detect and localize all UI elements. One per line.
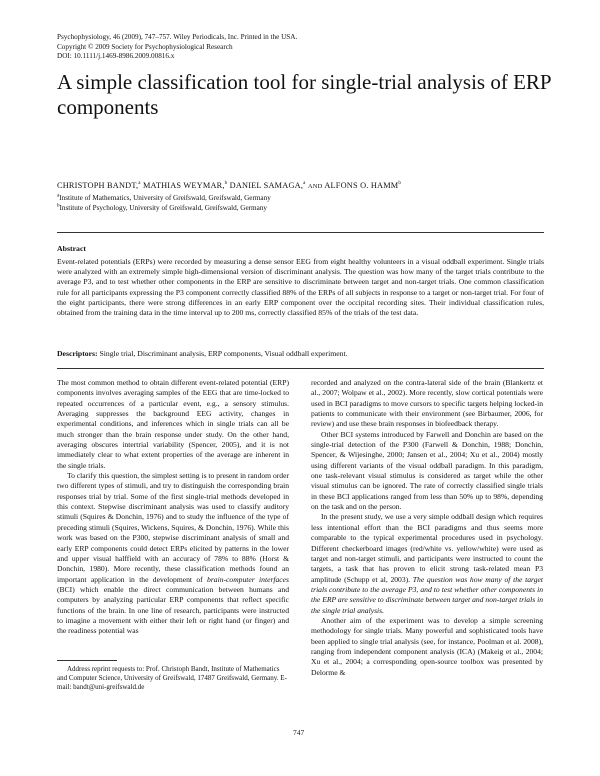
- body-column-right: [311, 378, 543, 678]
- body-column-left: [57, 378, 289, 637]
- journal-header: [57, 33, 477, 62]
- author-name: CHRISTOPH BANDT,: [57, 181, 139, 190]
- paragraph: [311, 512, 543, 615]
- author-list: [57, 180, 577, 192]
- divider-bottom: [57, 368, 544, 369]
- copyright-line: Copyright © 2009 Society for Psychophysiological Research: [57, 42, 233, 51]
- affiliation-marker: b: [398, 181, 402, 187]
- doi-line: DOI: 10.1111/j.1469-8986.2009.00816.x: [57, 52, 175, 60]
- affiliation-text: Institute of Psychology, University of Greifswald, Greifswald, Germany: [59, 203, 268, 212]
- abstract-text: Event-related potentials (ERPs) were recorded by measuring a dense sensor EEG from eight healthy volunteers in a visual oddball experiment. Single trials were analyzed with an extremely simple high-dimensional version of discriminant analysis. The question was how many of the target trials contribute to the average P3, and to test whether other components in the ERP are sensitive to discriminate between target and non-target trials. One common classification rule for all participants expressing the P3 component correctly classified 88% of the ERPs of all subjects in response to a target or non-target trial. For four of the eight participants, there were strong differences in an early ERP component over the occipital recording sites. Their individual classification rules, obtained from the training data in the time interval up to 200 ms, correctly classified 85% of the trials of the test data.: [57, 257, 544, 318]
- keywords-text: Single trial, Discriminant analysis, ERP components, Visual oddball experiment.: [99, 349, 348, 358]
- keywords-label: Descriptors:: [57, 349, 98, 358]
- footnote-divider: [57, 660, 117, 661]
- paragraph-text: In the present study, we use a very simple oddball design which requires less intentional effort than the BCI paradigms and thus seems more comparable to the typical experimental procedures used in psychology. Different checkerboard images (red/white vs. yellow/white) were used as target and non-target stimuli, and participants were instructed to count the targets, a task that has proven to elicit strong task-related mean P3 amplitude (Schupp et al, 2003).: [311, 512, 543, 584]
- affiliation-a: [57, 194, 557, 204]
- divider-top: [57, 232, 544, 233]
- paragraph: Other BCI systems introduced by Farwell and Donchin are based on the single-trial detection of the P300 (Farwell & Donchin, 1988; Donchin, Spencer, & Wijesinghe, 2000; Jansen et al., 2004; Xu et al., 2004) mostly using different variants of the visual oddball paradigm. In this paradigm, one task-relevant visual stimulus is considered as target while the other visual stimulus can be ignored. The rate of correctly classified single trials in these BCI applications ranged from less than 50% up to 98%, depending on the task and on the person.: [311, 429, 543, 512]
- paragraph: The most common method to obtain different event-related potential (ERP) components involves averaging samples of the EEG that are time-locked to repeated occurrences of a particular event, e.g., a sensory stimulus. Averaging suppresses the background EEG activity, changes in experimental conditions, and inferences which in single trials can all be much stronger than the brain response under study. On the other hand, averaging obscures intertrial variability (Spencer, 2005), and it is not immediately clear to what extent properties of the average are inherent in the single trials.: [57, 378, 289, 470]
- paragraph: Another aim of the experiment was to develop a simple screening methodology for single trials. Many powerful and sophisticated tools have been applied to single trial analysis (see, for instance, Poolman et al. 2008), ranging from independent component analysis (ICA) (Makeig et al., 2004; Xu et al., 2004; a corresponding open-source toolbox was presented by Delorme &: [311, 615, 543, 677]
- emphasis-text: The question was how many of the target trials contribute to the average P3, and to test whether other components in the ERP are sensitive to discriminate between target and non-target trials in the single trial analysis.: [311, 574, 543, 615]
- keywords: [57, 349, 544, 359]
- affiliations: [57, 194, 557, 213]
- affiliation-marker: a: [57, 193, 60, 199]
- paragraph: [57, 471, 289, 637]
- paragraph-text: To clarify this question, the simplest setting is to present in random order two different types of stimuli, and try to distinguish the corresponding brain responses trial by trial. Some of the first single-trial methods developed in this context. Stepwise discriminant analysis was used to classify auditory stimuli (Squires & Donchin, 1976) and to study the influence of the type of preceding stimuli (Squires, Wickens, Squires, & Donchin, 1976). While this work was based on the P300, stepwise discriminant analysis of small and early ERP components could detect ERPs elicited by patterns in the lower and upper visual halffield with an accuracy of 78% to 88% (Horst & Donchin, 1980). More recently, these classification methods found an important application in the development of: [57, 471, 289, 584]
- page-number: 747: [293, 728, 305, 737]
- emphasis-text: brain-computer interfaces: [207, 574, 289, 584]
- affiliation-marker: b: [57, 203, 60, 209]
- journal-citation: Psychophysiology, 46 (2009), 747–757. Wiley Periodicals, Inc. Printed in the USA.: [57, 33, 298, 41]
- author-name: DANIEL SAMAGA,: [229, 181, 304, 190]
- author-name: MATHIAS WEYMAR,: [142, 181, 225, 190]
- paper-title: A simple classification tool for single-trial analysis of ERP components: [57, 70, 551, 119]
- affiliation-text: Institute of Mathematics, University of Greifswald, Greifswald, Germany: [59, 194, 271, 202]
- author-name: ALFONS O. HAMM: [324, 181, 399, 190]
- paragraph-text: (BCI) which enable the direct communication between humans and computers by analyzing particular ERP components that reflect specific functions of the brain. In one line of research, participants were instructed to imagine a movement with either their left or right hand (or finger) and the readiness potential was: [57, 584, 289, 636]
- affiliation-marker: b: [224, 181, 228, 187]
- affiliation-b: [57, 204, 557, 214]
- affiliation-marker: a: [303, 181, 306, 187]
- affiliation-marker: a: [138, 181, 141, 187]
- author-conjunction: AND: [307, 183, 323, 190]
- abstract-heading: Abstract: [57, 244, 87, 253]
- paragraph: recorded and analyzed on the contra-lateral side of the brain (Blankertz et al., 2007; Wolpaw et al., 2002). More recently, slow cortical potentials were used in BCI paradigms to move cursors to specific targets helping locked-in patients to communicate with their environment (see Birbaumer, 2006, for review) and use these brain responses in biofeedback therapy.: [311, 378, 543, 429]
- footnote: Address reprint requests to: Prof. Christoph Bandt, Institute of Mathematics and Computer Science, University of Greifswald, 17487 Greifswald, Germany. E-mail: bandt@uni-greifswald.de: [57, 665, 287, 691]
